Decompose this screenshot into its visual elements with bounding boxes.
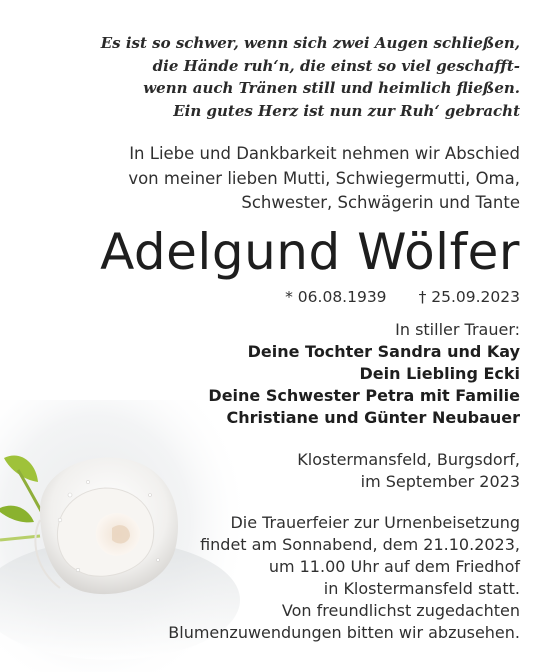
mourner-name: Dein Liebling Ecki (359, 364, 520, 383)
funeral-info (140, 512, 520, 644)
poem-line: die Hände ruh‘n, die einst so viel geschafft- (152, 56, 520, 75)
place-line: Klostermansfeld, Burgsdorf, (297, 450, 520, 469)
poem-line: wenn auch Tränen still und heimlich fließen. (143, 79, 520, 97)
funeral-line: um 11.00 Uhr auf dem Friedhof (268, 557, 520, 576)
intro-line: Schwester, Schwägerin und Tante (241, 193, 520, 212)
poem-line: Ein gutes Herz ist nun zur Ruh‘ gebracht (173, 101, 520, 120)
mourner-name: Christiane und Günter Neubauer (226, 408, 520, 427)
funeral-line: in Klostermansfeld statt. (323, 579, 520, 598)
funeral-line: Die Trauerfeier zur Urnenbeisetzung (230, 513, 520, 532)
mourners-heading: In stiller Trauer: (395, 320, 520, 339)
place-and-date (140, 449, 520, 493)
funeral-line: findet am Sonnabend, dem 21.10.2023, (200, 535, 520, 554)
mourner-name: Deine Tochter Sandra und Kay (247, 342, 520, 361)
funeral-line: Von freundlichst zugedachten (281, 601, 520, 620)
life-dates (285, 287, 520, 307)
death-date: † 25.09.2023 (418, 288, 520, 306)
mourner-name: Deine Schwester Petra mit Familie (208, 386, 520, 405)
funeral-line: Blumenzuwendungen bitten wir abzusehen. (168, 623, 520, 642)
deceased-name: Adelgund Wölfer (100, 223, 520, 281)
intro-line: In Liebe und Dankbarkeit nehmen wir Abschied (129, 144, 520, 163)
farewell-intro (10, 142, 520, 216)
poem (10, 32, 520, 122)
place-line: im September 2023 (360, 472, 520, 491)
mourners (140, 319, 520, 429)
birth-date: * 06.08.1939 (285, 288, 387, 306)
intro-line: von meiner lieben Mutti, Schwiegermutti, Oma, (128, 168, 520, 188)
poem-line: Es ist so schwer, wenn sich zwei Augen schließen, (100, 34, 520, 52)
